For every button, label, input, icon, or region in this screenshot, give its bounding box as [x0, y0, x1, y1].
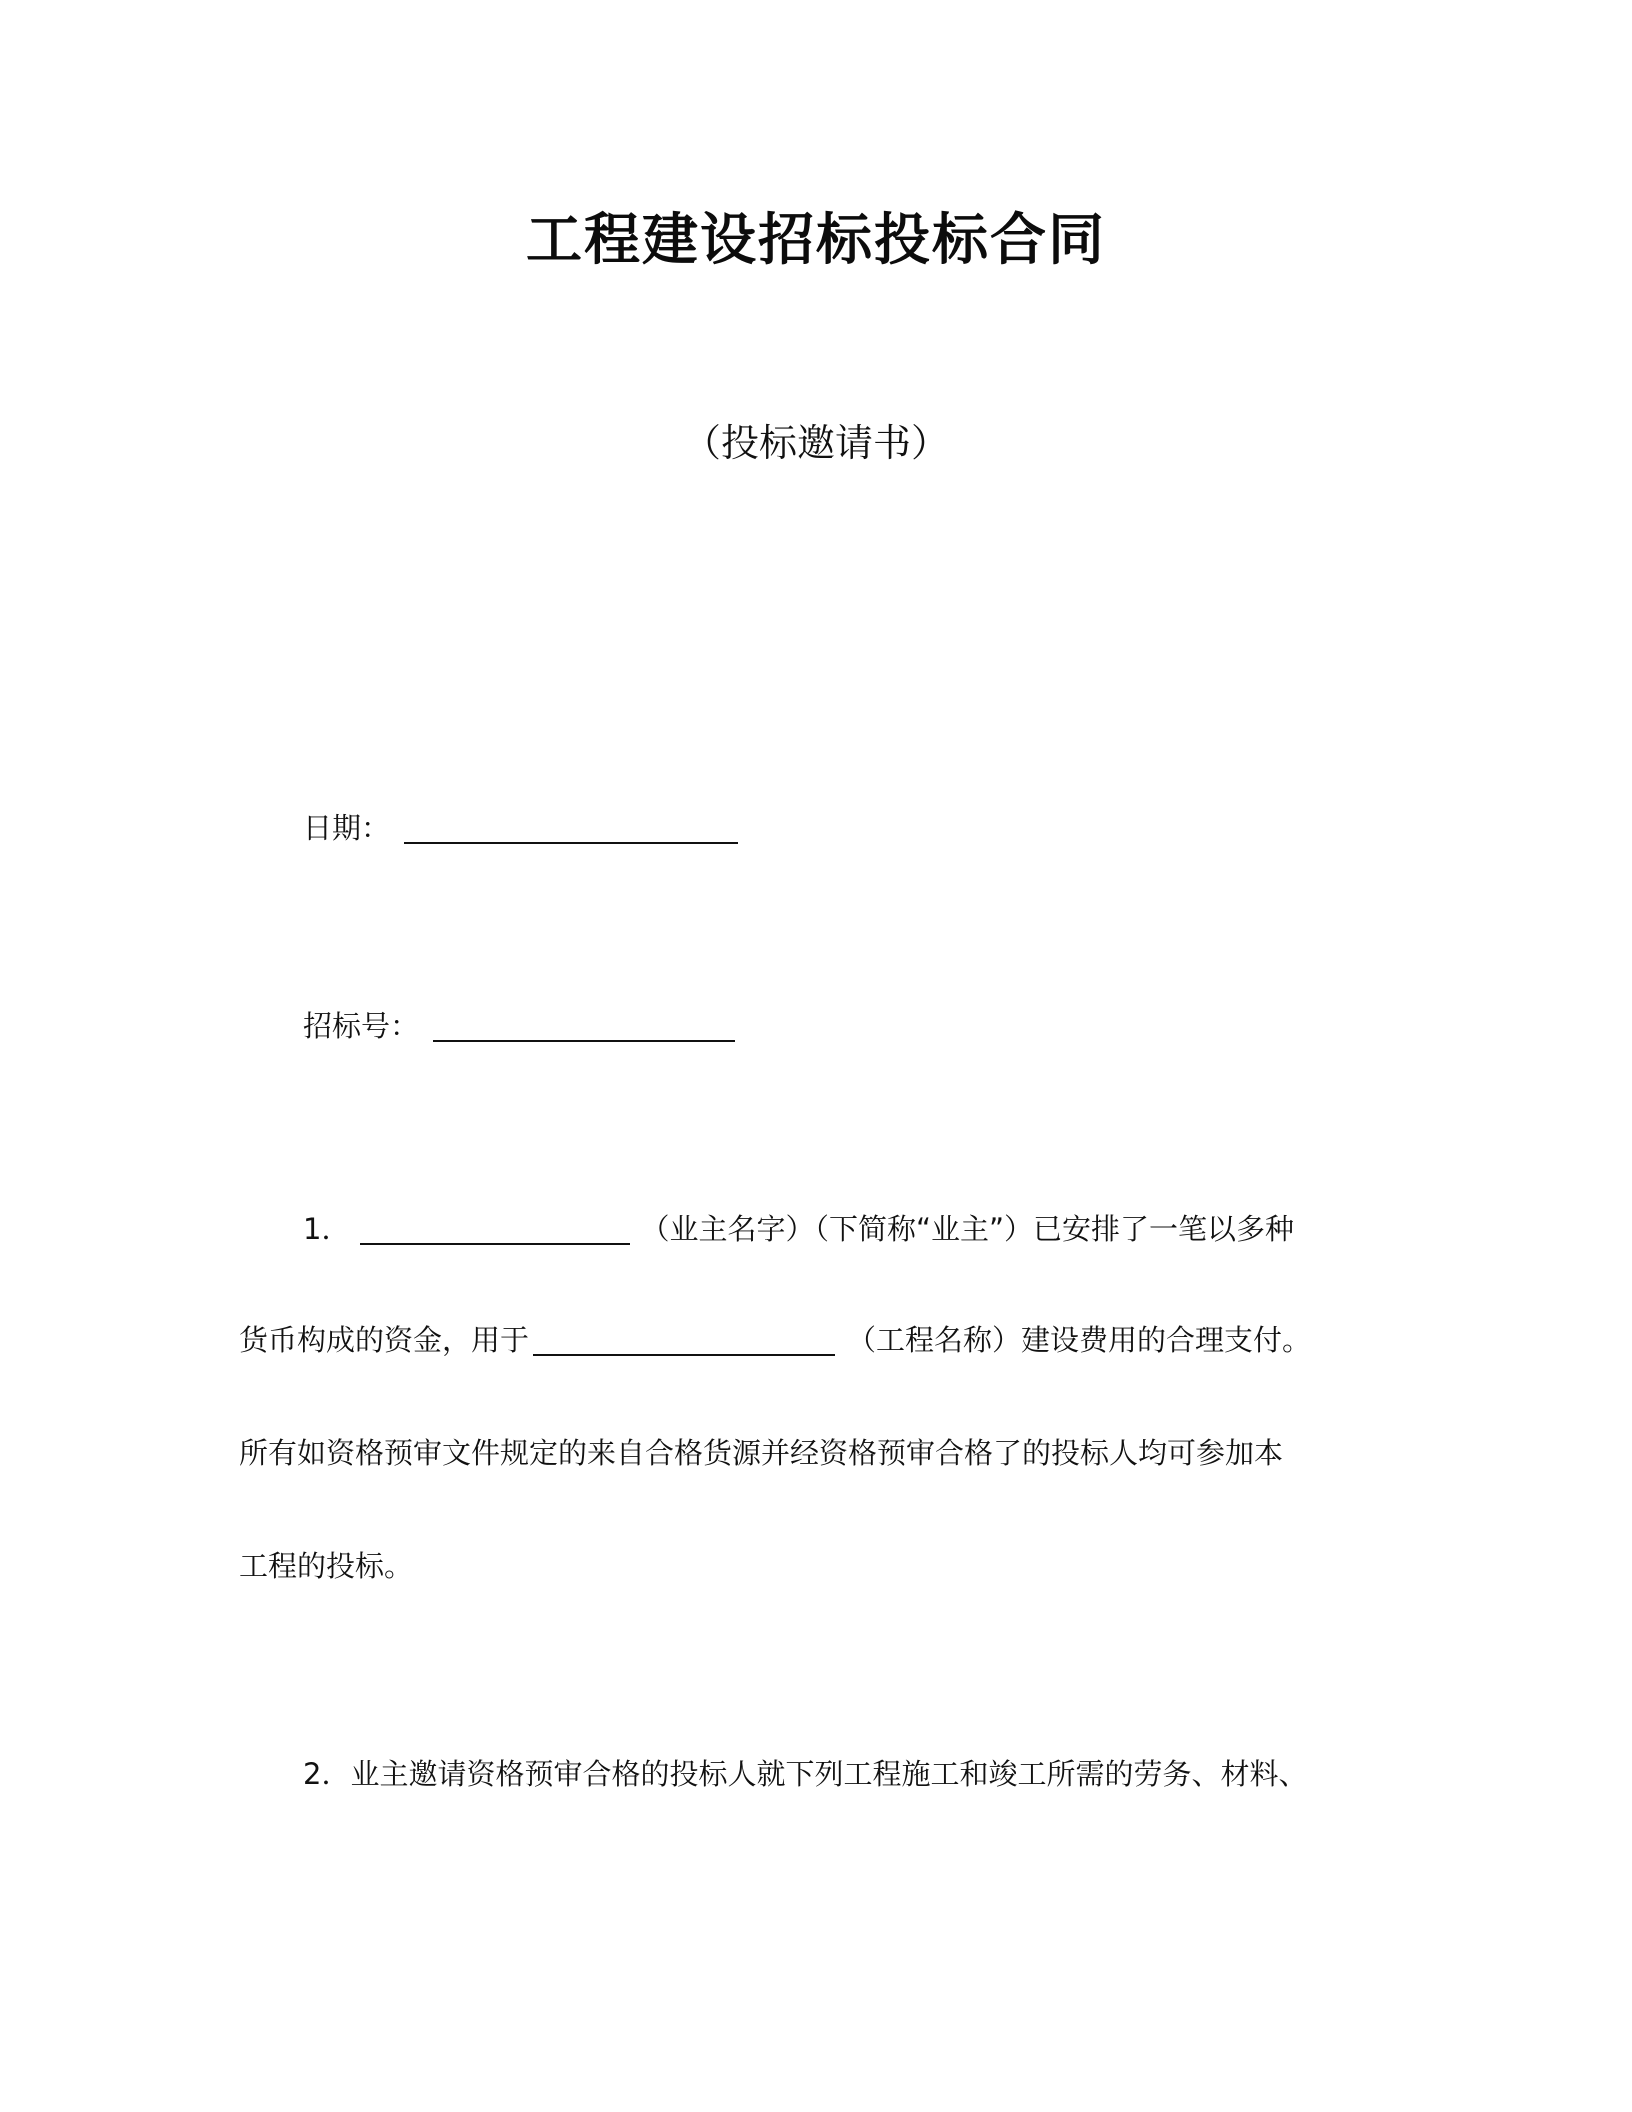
- paragraph-1-line-2-start: 货币构成的资金，用于: [239, 1323, 530, 1357]
- document-subtitle: （投标邀请书）: [682, 421, 949, 465]
- project-name-note: （工程名称）建设费用的合理支付。: [847, 1323, 1312, 1357]
- paragraph-2-line-1: 2．业主邀请资格预审合格的投标人就下列工程施工和竣工所需的劳务、材料、: [303, 1757, 1308, 1791]
- owner-name-note: （业主名字）（下简称“业主”）已安排了一笔以多种: [640, 1212, 1295, 1246]
- paragraph-1-line-1: [303, 1207, 1294, 1248]
- paragraph-1-line-2: [239, 1318, 1311, 1359]
- paragraph-1-line-4: 工程的投标。: [239, 1549, 414, 1583]
- date-blank-field: [404, 808, 738, 844]
- paragraph-1-line-3: 所有如资格预审文件规定的来自合格货源并经资格预审合格了的投标人均可参加本: [239, 1436, 1284, 1470]
- bid-number-blank-field: [433, 1006, 735, 1042]
- document-title: 工程建设招标投标合同: [526, 208, 1106, 273]
- owner-name-blank-field: [360, 1209, 630, 1245]
- bid-number-row: [303, 1004, 735, 1045]
- date-label: 日期：: [303, 811, 391, 845]
- bid-number-label: 招标号：: [303, 1009, 420, 1043]
- project-name-blank-field: [533, 1320, 835, 1356]
- date-row: [303, 806, 738, 847]
- paragraph-1-number: 1．: [303, 1212, 351, 1246]
